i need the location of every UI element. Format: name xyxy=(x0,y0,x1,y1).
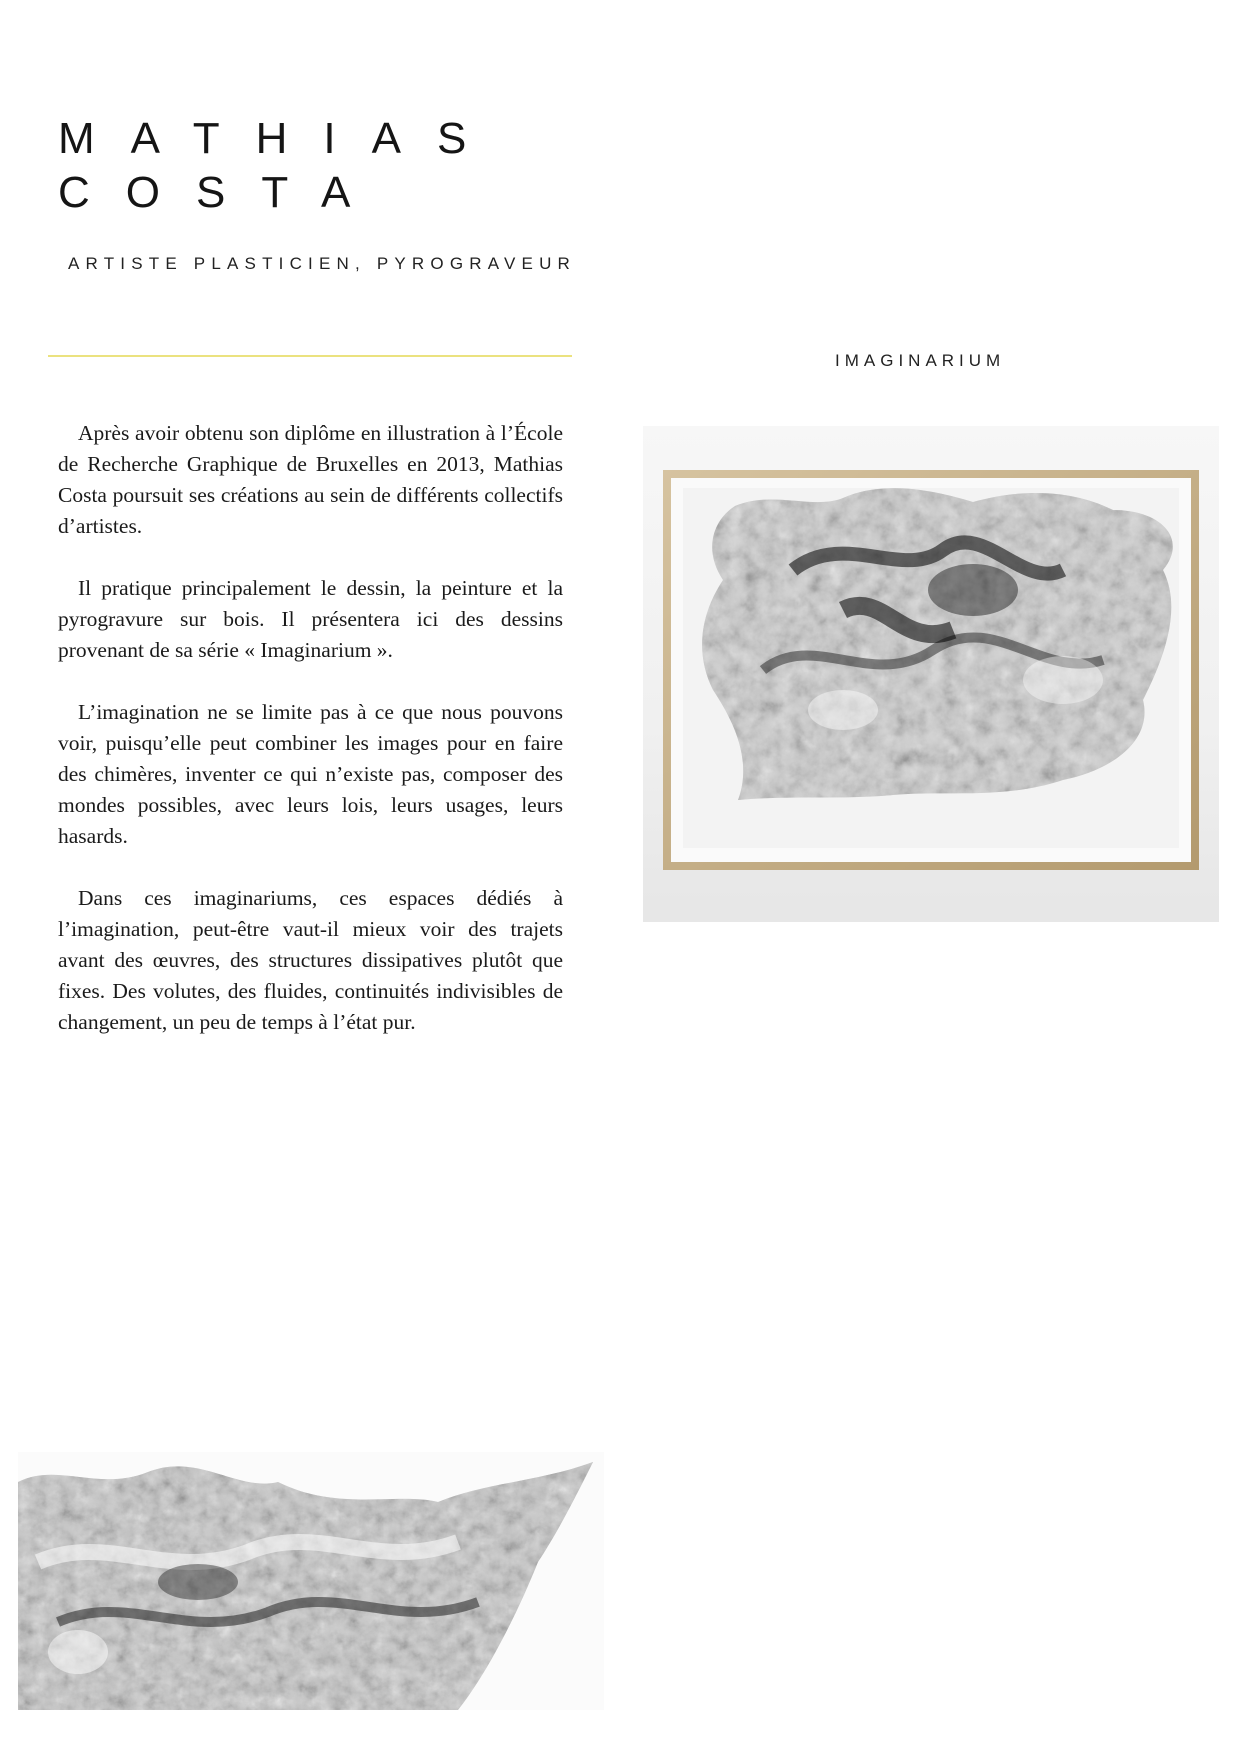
artwork-detail-photo xyxy=(18,1452,604,1710)
artist-name xyxy=(58,112,502,220)
accent-rule xyxy=(48,355,572,357)
framed-artwork-image xyxy=(643,426,1219,922)
paragraph-1: Après avoir obtenu son diplôme en illustration à l’École de Recherche Graphique de Bruxelles en 2013, Mathias Costa poursuit ses créations au sein de différents collectifs d’artistes. xyxy=(58,421,563,538)
artist-subtitle: ARTISTE PLASTICIEN, PYROGRAVEUR xyxy=(68,254,577,273)
framed-artwork-photo xyxy=(643,426,1219,922)
paragraph-3: L’imagination ne se limite pas à ce que nous pouvons voir, puisqu’elle peut combiner les images pour en faire des chimères, inventer ce qui n’existe pas, composer des mondes possibles, avec leurs lois, leurs usages, leurs hasards. xyxy=(58,700,563,848)
body-text xyxy=(58,418,563,1069)
artist-first-name: MATHIAS xyxy=(58,114,503,163)
artist-last-name: COSTA xyxy=(58,168,387,217)
series-title: IMAGINARIUM xyxy=(835,351,1006,370)
paragraph-2: Il pratique principalement le dessin, la peinture et la pyrogravure sur bois. Il présentera ici des dessins provenant de sa série « Imaginarium ». xyxy=(58,576,563,662)
artwork-detail-image xyxy=(18,1452,604,1710)
paragraph-4: Dans ces imaginariums, ces espaces dédiés à l’imagination, peut-être vaut-il mieux voir des trajets avant des œuvres, des structures dissipatives plutôt que fixes. Des volutes, des fluides, continuités indivisibles de changement, un peu de temps à l’état pur. xyxy=(58,886,563,1034)
